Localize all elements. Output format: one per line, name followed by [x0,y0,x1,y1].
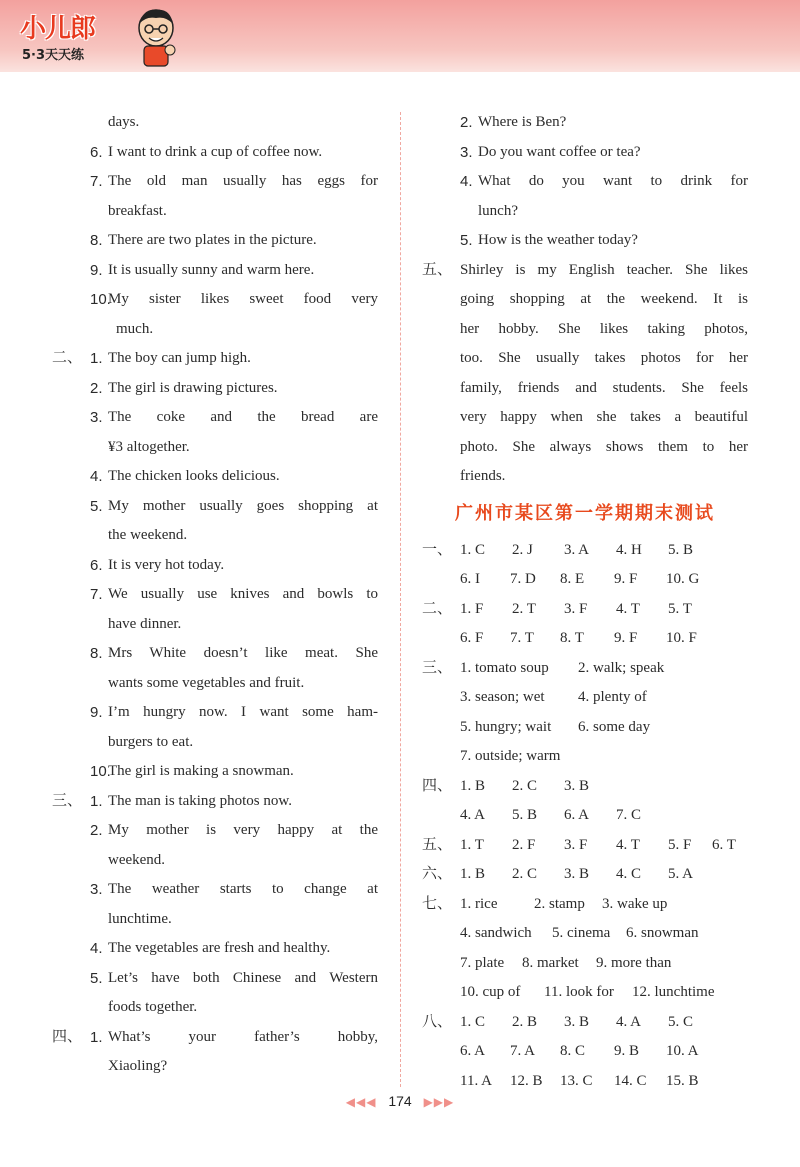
answer-item: 13. C [560,1072,593,1089]
answer-line [52,315,378,345]
item-number: 9. [90,261,103,279]
answer-text: Xiaoling? [108,1058,168,1074]
answer-item: 3. B [564,866,590,882]
answer-item: 2. T [512,600,536,617]
answer-line [52,551,378,581]
answer-item: 3. B [564,1013,590,1030]
answer-item: 6. T [712,836,736,853]
answer-text: ¥3 altogether. [108,438,190,455]
answer-item: 10. G [666,571,700,587]
answer-row [422,1067,748,1097]
answer-text: The girl is drawing pictures. [108,379,278,396]
answer-row [422,890,748,920]
answer-item: 4. C [616,866,642,882]
section-marker: 二、 [422,600,453,617]
answer-item: 3. season; wet [460,689,545,705]
answer-text: The chicken looks delicious. [108,468,280,484]
answer-key [422,536,748,1097]
answer-text: It is very hot today. [108,556,225,573]
answer-line [422,108,748,138]
answer-line [422,256,748,286]
answer-text: What’s your father’s hobby, [108,1028,378,1045]
answer-item: 1. C [460,541,486,558]
section-marker: 一、 [422,541,453,558]
answer-item: 1. tomato soup [460,659,549,676]
answer-text: Let’s have both Chinese and Western [108,969,378,986]
item-number: 3. [90,881,103,898]
answer-item: 5. hungry; wait [460,718,552,735]
answer-text: Shirley is my English teacher. She likes [460,261,748,278]
answer-line [52,757,378,787]
answer-line [422,462,748,492]
answer-item: 3. wake up [602,895,668,912]
answer-line [422,197,748,227]
answer-item: 3. F [564,600,588,617]
right-column-text [422,108,748,492]
answer-item: 6. some day [578,718,651,735]
answer-line [52,1052,378,1082]
answer-item: 15. B [666,1072,699,1089]
answer-item: 9. F [614,571,638,587]
answer-text: days. [108,114,140,130]
answer-item: 2. B [512,1013,538,1030]
answer-item: 11. look for [544,984,614,1000]
answer-item: 6. snowman [626,925,699,941]
answer-item: 4. A [460,807,486,823]
item-number: 4. [90,940,103,957]
answer-line [52,344,378,374]
answer-line [52,639,378,669]
item-number: 2. [90,822,103,839]
answer-line [52,167,378,197]
answer-text: The girl is making a snowman. [108,763,294,779]
answer-row [422,536,748,566]
answer-line [52,787,378,817]
item-number: 3. [90,409,103,426]
answer-line [52,993,378,1023]
answer-line [52,610,378,640]
answer-line [52,728,378,758]
item-number: 8. [90,645,103,662]
answer-item: 10. F [666,630,697,646]
item-number: 3. [460,143,473,161]
answer-item: 14. C [614,1072,647,1089]
answer-item: 5. B [668,541,694,558]
answer-text: breakfast. [108,202,167,219]
answer-item: 12. B [510,1072,543,1089]
answer-row [422,772,748,802]
item-number: 1. [90,350,103,367]
answer-item: 8. E [560,571,585,587]
answer-row [422,919,748,949]
answer-line [422,167,748,197]
answer-item: 7. A [510,1043,536,1059]
answer-line [52,138,378,168]
answer-text: How is the weather today? [478,232,638,248]
answer-item: 5. T [668,600,692,617]
item-number: 1. [90,1028,103,1046]
answer-text: The weather starts to change at [108,881,378,897]
answer-item: 9. F [614,630,638,646]
answer-item: 8. C [560,1043,586,1059]
answer-line [52,580,378,610]
answer-row [422,683,748,713]
right-column [422,108,748,1096]
answer-item: 4. sandwich [460,925,532,941]
answer-line [52,492,378,522]
answer-line [52,934,378,964]
answer-row [422,949,748,979]
answer-item: 10. A [666,1043,699,1059]
answer-item: 10. cup of [460,984,521,1000]
item-number: 5. [90,969,103,987]
answer-text: going shopping at the weekend. It is [460,291,748,307]
logo-title: 小儿郎 [20,14,96,44]
answer-line [52,285,378,315]
answer-item: 5. A [668,866,694,882]
answer-line [52,905,378,935]
answer-text: too. She usually takes photos for her [460,350,748,366]
answer-line [422,315,748,345]
answer-text: burgers to eat. [108,733,194,750]
section-marker: 三、 [52,792,83,809]
answer-text: We usually use knives and bowls to [108,586,378,602]
answer-line [52,816,378,846]
answer-item: 2. stamp [534,895,585,912]
answer-line [52,197,378,227]
answer-item: 7. plate [460,954,505,971]
answer-item: 5. F [668,836,692,853]
answer-text: the weekend. [108,527,188,543]
item-number: 1. [90,792,103,810]
answer-text: There are two plates in the picture. [108,232,317,248]
answer-item: 4. A [616,1013,642,1030]
answer-line [422,374,748,404]
answer-item: 9. more than [596,954,672,971]
answer-item: 2. C [512,866,538,882]
answer-line [422,226,748,256]
answer-item: 11. A [460,1072,492,1089]
section-marker: 二、 [52,350,83,366]
section-marker: 三、 [422,659,453,676]
answer-line [52,669,378,699]
answer-line [52,226,378,256]
answer-line [422,433,748,463]
answer-text: her hobby. She likes taking photos, [460,320,748,337]
answer-text: wants some vegetables and fruit. [108,674,305,691]
header-band [0,0,800,72]
section-marker: 五、 [422,261,453,278]
answer-item: 1. rice [460,895,498,912]
item-number: 10. [90,763,111,780]
answer-line [52,433,378,463]
answer-item: 6. I [460,571,480,587]
answer-line [422,138,748,168]
test-heading: 广州市某区第一学期期末测试 [455,502,715,524]
answer-row [422,565,748,595]
answer-text: weekend. [108,851,166,868]
answer-text: much. [116,320,154,337]
answer-item: 4. T [616,600,640,617]
item-number: 6. [90,556,103,574]
section-marker: 六、 [422,866,453,882]
answer-text: friends. [460,468,506,484]
answer-text: family, friends and students. She feels [460,379,748,396]
answer-line [52,1023,378,1053]
answer-text: I want to drink a cup of coffee now. [108,143,323,160]
answer-item: 2. J [512,541,533,558]
answer-text: Do you want coffee or tea? [478,143,641,160]
answer-item: 2. C [512,777,538,794]
answer-item: 12. lunchtime [632,984,715,1000]
answer-text: Mrs White doesn’t like meat. She [108,645,378,661]
answer-row [422,595,748,625]
answer-item: 7. C [616,807,642,823]
item-number: 9. [90,704,103,721]
answer-item: 5. cinema [552,925,611,941]
answer-item: 1. F [460,600,484,617]
answer-text: The coke and the bread are [108,409,378,425]
page-number: 174 [388,1093,412,1109]
answer-row [422,1037,748,1067]
item-number: 4. [460,173,473,190]
section-marker: 七、 [422,895,453,912]
answer-text: photo. She always shows them to her [460,438,748,455]
answer-row [422,978,748,1008]
answer-text: My mother is very happy at the [108,822,378,838]
answer-line [52,698,378,728]
section-marker: 四、 [422,777,453,794]
answer-item: 9. B [614,1043,640,1059]
answer-text: The old man usually has eggs for [108,173,378,189]
item-number: 8. [90,232,103,249]
answer-line [52,964,378,994]
item-number: 5. [460,232,473,249]
answer-item: 3. A [564,541,590,558]
answer-text: The vegetables are fresh and healthy. [108,940,331,956]
answer-line [52,108,378,138]
answer-line [422,285,748,315]
answer-line [52,875,378,905]
answer-item: 5. C [668,1013,694,1030]
answer-item: 1. B [460,866,486,882]
item-number: 6. [90,143,103,161]
answer-line [52,521,378,551]
item-number: 4. [90,468,103,485]
column-divider [400,112,401,1087]
answer-row [422,801,748,831]
answer-line [52,256,378,286]
answer-item: 6. A [564,807,590,823]
answer-item: 4. T [616,836,640,853]
answer-text: lunchtime. [108,910,172,927]
answer-item: 7. T [510,630,534,646]
answer-item: 1. C [460,1013,486,1030]
answer-row [422,624,748,654]
section-marker: 四、 [52,1028,83,1045]
answer-row [422,654,748,684]
left-column [52,108,378,1082]
answer-item: 2. F [512,836,536,853]
item-number: 10. [90,291,111,308]
right-arrows-icon: ▶▶▶ [423,1095,455,1109]
answer-text: foods together. [108,999,198,1015]
answer-text: It is usually sunny and warm here. [108,261,315,278]
answer-item: 8. market [522,954,579,971]
answer-line [422,344,748,374]
answer-item: 7. D [510,571,536,587]
answer-text: Where is Ben? [478,114,567,130]
answer-line [52,403,378,433]
answer-row [422,713,748,743]
answer-item: 1. T [460,836,484,853]
answer-text: I’m hungry now. I want some ham- [108,704,378,720]
answer-text: The boy can jump high. [108,350,251,366]
answer-row [422,1008,748,1038]
item-number: 7. [90,586,103,603]
answer-item: 3. F [564,836,588,853]
item-number: 5. [90,497,103,515]
answer-row [422,742,748,772]
item-number: 2. [90,379,103,397]
answer-text: My mother usually goes shopping at [108,497,378,514]
item-number: 7. [90,173,103,190]
answer-line [422,403,748,433]
answer-text: very happy when she takes a beautiful [460,409,748,425]
answer-line [52,846,378,876]
answer-text: My sister likes sweet food very [108,291,378,307]
answer-row [422,831,748,861]
answer-item: 4. plenty of [578,689,647,705]
section-marker: 八、 [422,1013,453,1030]
page-footer [0,1093,800,1109]
section-marker: 五、 [422,836,453,853]
answer-item: 6. F [460,630,484,646]
answer-line [52,374,378,404]
answer-item: 6. A [460,1043,486,1059]
answer-line [52,462,378,492]
answer-item: 5. B [512,807,538,823]
logo-subtitle: 5·3天天练 [22,48,85,63]
answer-item: 8. T [560,630,584,646]
answer-item: 3. B [564,777,590,794]
mascot-boy-icon [134,6,178,68]
answer-item: 4. H [616,541,642,558]
answer-row [422,860,748,890]
answer-item: 2. walk; speak [578,659,665,676]
answer-text: lunch? [478,202,518,219]
item-number: 2. [460,114,473,131]
left-arrows-icon: ◀◀◀ [345,1095,377,1109]
answer-text: What do you want to drink for [478,173,748,189]
answer-item: 1. B [460,777,486,794]
answer-item: 7. outside; warm [460,748,561,764]
answer-text: have dinner. [108,615,182,632]
answer-text: The man is taking photos now. [108,792,293,809]
